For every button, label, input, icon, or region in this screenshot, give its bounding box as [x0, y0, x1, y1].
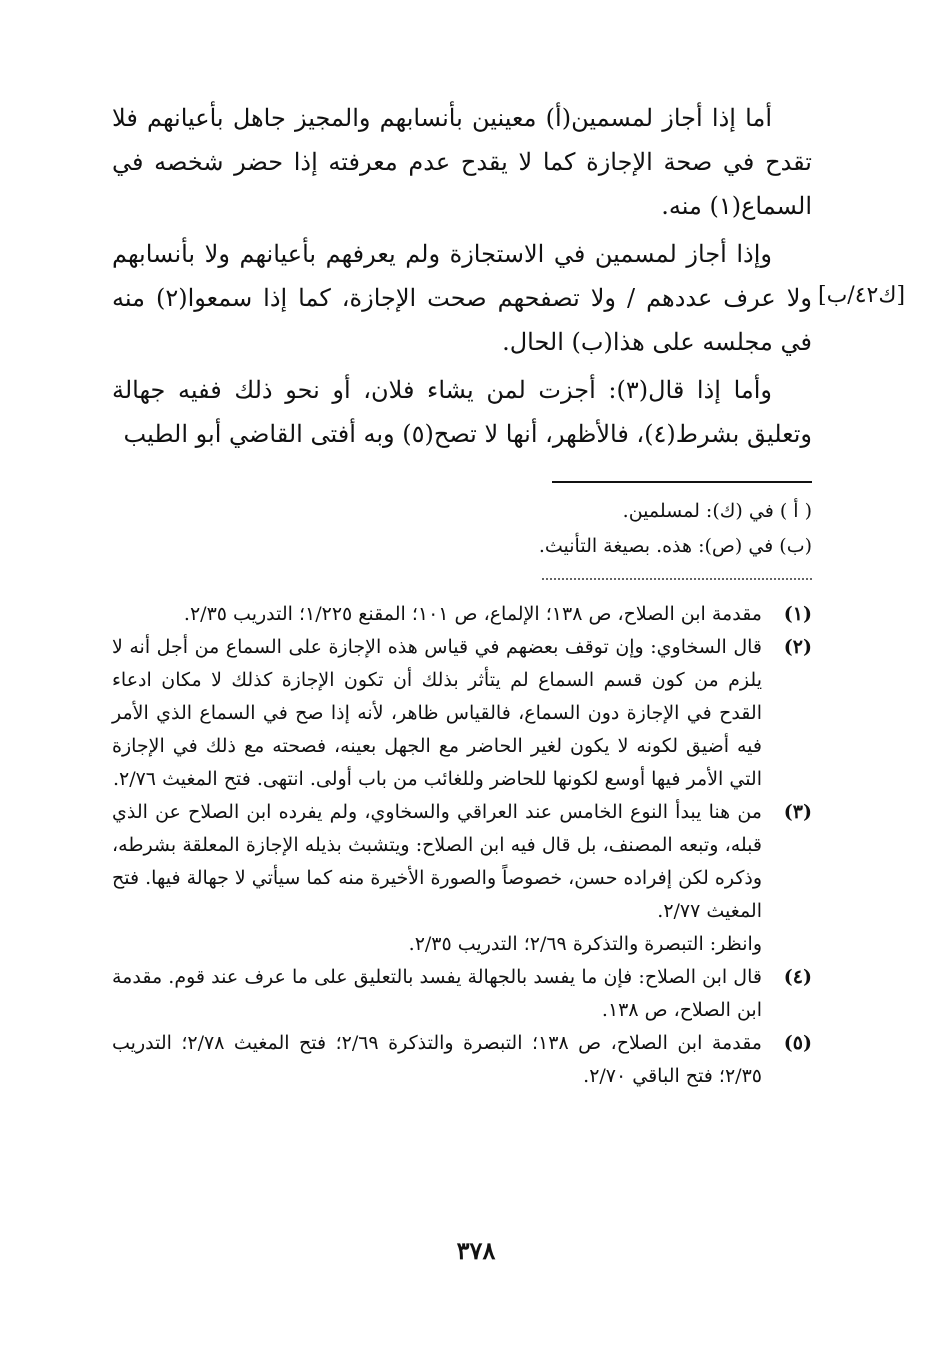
footnote-number: (٥)	[783, 1032, 812, 1054]
footnote-2	[112, 631, 812, 796]
footnote-3	[112, 796, 812, 961]
page-number: ٣٧٨	[456, 1236, 496, 1265]
main-text	[112, 96, 812, 460]
footnote-text: مقدمة ابن الصلاح، ص ١٣٨؛ التبصرة والتذكرة ٢/٦٩؛ فتح المغيث ٢/٧٨؛ التدريب ٢/٣٥؛ فتح الباقي ٢/٧٠.	[112, 1032, 762, 1087]
footnote-text: قال السخاوي: وإن توقف بعضهم في قياس هذه الإجازة على السماع من أجل أنه لا يلزم من كون قسم السماع لم يتأثر بذلك أن تكون الإجازة كذلك لا مكان ادعاء القدح في الإجازة دون السماع، فالقياس ظاهر، لأنه إذا صح في السماع الذي الأمر فيه أضيق لكونه لا يكون لغير الحاضر مع الجهل بعينه، فصحته مع ذلك في الإجازة التي الأمر فيها أوسع لكونها للحاضر وللغائب من باب أولى. انتهى. فتح المغيث ٢/٧٦.	[112, 636, 762, 790]
variant-note-b: (ب) في (ص): هذه. بصيغة التأنيث.	[538, 535, 812, 557]
footnote-number: (٢)	[783, 636, 812, 658]
footnote-number: (١)	[783, 603, 812, 625]
variant-notes	[112, 494, 812, 564]
footnote-5	[112, 1027, 812, 1093]
footnote-text: من هنا يبدأ النوع الخامس عند العراقي والسخاوي، ولم يفرده ابن الصلاح عن الذي قبله، وتبعه المصنف، بل قال فيه ابن الصلاح: ويتشبث بذيله الإجازة المعلقة بشرطه، وذكره لكن إفراده حسن، خصوصاً والصورة الأخيرة منه كما سيأتي لا جهالة فيها. فتح المغيث ٢/٧٧.	[112, 801, 762, 922]
footnote-number: (٣)	[783, 801, 812, 823]
footnote-text: قال ابن الصلاح: فإن ما يفسد بالجهالة يفسد بالتعليق على ما عرف عند قوم. مقدمة ابن الصلاح، ص ١٣٨.	[112, 966, 762, 1021]
footnote-1	[112, 598, 812, 631]
footnote-separator	[552, 481, 812, 483]
numbered-footnotes	[112, 598, 812, 1093]
footnote-number: (٤)	[783, 966, 812, 988]
paragraph-3: وأما إذا قال(٣): أجزت لمن يشاء فلان، أو نحو ذلك ففيه جهالة وتعليق بشرط(٤)، فالأظهر، أنها لا تصح(٥) وبه أفتى القاضي أبو الطيب	[112, 376, 812, 448]
paragraph-1: أما إذا أجاز لمسمين(أ) معينين بأنسابهم والمجيز جاهل بأعيانهم فلا تقدح في صحة الإجازة كما لا يقدح عدم معرفته إذا حضر شخصه في السماع(١) منه.	[112, 104, 812, 220]
footnote-4	[112, 961, 812, 1027]
variant-note-a: ( أ ) في (ك): لمسلمين.	[622, 500, 812, 522]
paragraph-2: وإذا أجاز لمسمين في الاستجازة ولم يعرفهم بأعيانهم ولا بأنسابهم ولا عرف عددهم / ولا تصفحهم صحت الإجازة، كما إذا سمعوا(٢) منه في مجلسه على هذا(ب) الحال.	[112, 240, 812, 356]
manuscript-margin-reference: [ك٤٢/ب]	[818, 283, 906, 308]
footnote-text: وانظر: التبصرة والتذكرة ٢/٦٩؛ التدريب ٢/٣٥.	[408, 933, 762, 955]
dotted-separator	[542, 578, 812, 580]
footnote-text: مقدمة ابن الصلاح، ص ١٣٨؛ الإلماع، ص ١٠١؛ المقنع ١/٢٢٥؛ التدريب ٢/٣٥.	[183, 603, 762, 625]
